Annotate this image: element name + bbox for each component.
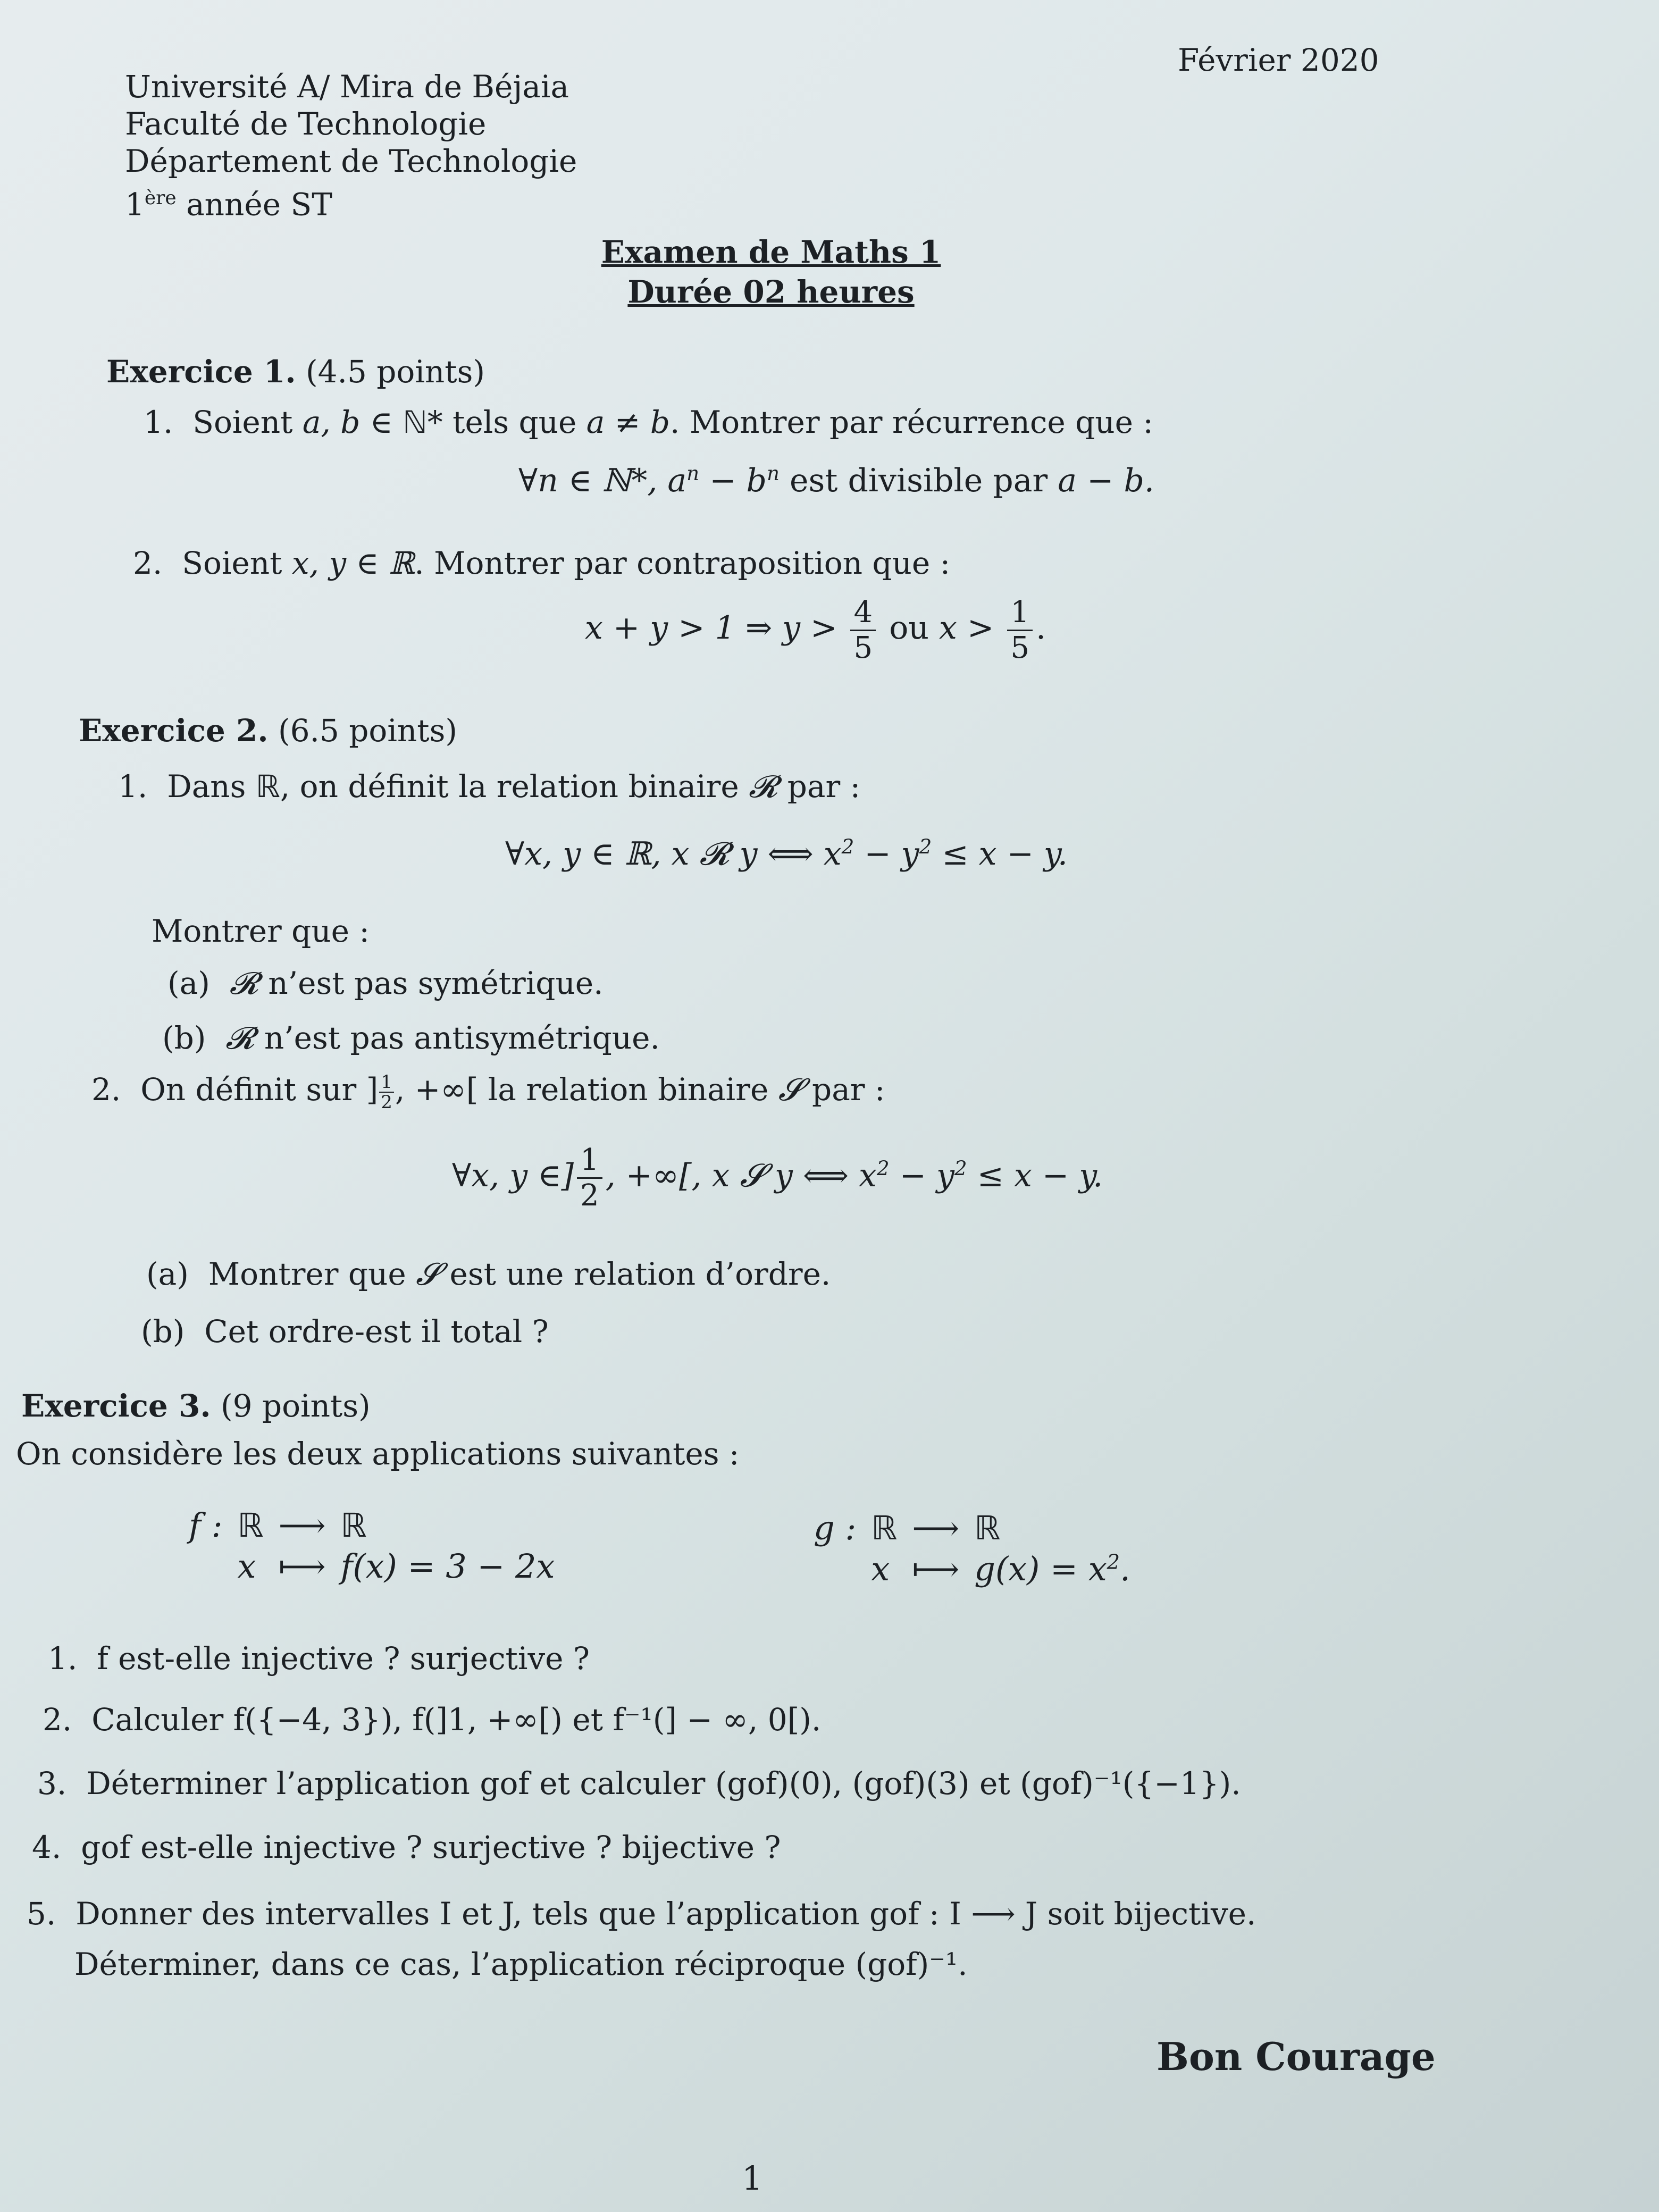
ex2-q1-formula: ∀x, y ∈ ℝ, x 𝓡 y ⟺ $x^2 - y^2 \le x - y$.: [505, 835, 1068, 873]
ex3-item: 3. Déterminer l’application gof et calculer (gof)(0), (gof)(3) et (gof)⁻¹({−1}).: [37, 1765, 1241, 1802]
ex3-item: 4. gof est-elle injective ? surjective ? bijective ?: [32, 1829, 781, 1865]
ex1-q2-formula: x + y > 1 ⇒ y > $\frac{4}{5}$ ou x > $\frac{1}{5}$ .: [585, 595, 1046, 665]
mapping-g: [814, 1507, 1145, 1589]
exam-duration: Durée 02 heures: [627, 274, 915, 310]
department-name: Département de Technologie: [125, 143, 577, 179]
ex2-heading: Exercice 2. (6.5 points): [79, 713, 457, 749]
ex2-q2: 2. On définit sur ] $\frac{1}{2}$ , +∞[ la relation binaire 𝓢 par :: [91, 1071, 885, 1113]
f-domain: ℝ: [237, 1506, 264, 1545]
ex2-montrer: Montrer que :: [152, 913, 370, 949]
g-arrow: ⟶: [912, 1509, 960, 1547]
fraction-4-5: $\frac{4}{5}$: [850, 596, 876, 665]
ex3-item: Déterminer, dans ce cas, l’application réciproque (gof)⁻¹.: [74, 1946, 968, 1982]
g-codomain: ℝ: [974, 1509, 1001, 1547]
g-expression: $g(x) = x^2$.: [974, 1549, 1130, 1588]
ex3-item: 5. Donner des intervalles I et J, tels que l’application gof : I ⟶ J soit bijective.: [27, 1896, 1256, 1932]
f-codomain: ℝ: [340, 1506, 367, 1545]
ex2-q2b: (b) Cet ordre-est il total ?: [141, 1313, 549, 1350]
exam-title: Examen de Maths 1: [601, 234, 941, 270]
faculty-name: Faculté de Technologie: [125, 106, 487, 142]
year-label: 1ère année ST: [125, 186, 332, 223]
ex1-q1: 1. Soient a, b ∈ ℕ* tels que a ≠ b. Montrer par récurrence que :: [144, 404, 1153, 440]
mapping-f: [189, 1505, 569, 1587]
exam-date: Février 2020: [1178, 42, 1379, 78]
f-name: f :: [189, 1506, 223, 1545]
ex2-q2-formula: ∀x, y ∈] $\frac{1}{2}$ , +∞[, x 𝓢 y ⟺ $x^2 - y^2 \le x - y$.: [452, 1143, 1103, 1213]
ex2-q1b: (b) 𝓡 n’est pas antisymétrique.: [162, 1020, 660, 1056]
f-variable: x: [237, 1547, 256, 1586]
ex2-q1: 1. Dans ℝ, on définit la relation binaire 𝓡 par :: [118, 768, 861, 805]
ex3-intro: On considère les deux applications suivantes :: [16, 1436, 740, 1472]
page-number: 1: [742, 2159, 763, 2198]
ex3-heading: Exercice 3. (9 points): [21, 1388, 371, 1424]
ex3-item: 1. f est-elle injective ? surjective ?: [48, 1640, 590, 1677]
f-arrow: ⟶: [278, 1506, 326, 1545]
g-maps-arrow: ⟼: [912, 1549, 960, 1588]
ex2-q2a: (a) Montrer que 𝓢 est une relation d’ordre.: [146, 1256, 831, 1292]
f-maps-arrow: ⟼: [278, 1547, 326, 1586]
ex1-q2: 2. Soient x, y ∈ ℝ. Montrer par contraposition que :: [133, 545, 951, 581]
ex1-heading: Exercice 1. (4.5 points): [106, 354, 485, 390]
f-expression: f(x) = 3 − 2x: [340, 1547, 555, 1586]
fraction-1-2: $\frac{1}{2}$: [577, 1143, 602, 1213]
ex1-q1-formula: ∀n ∈ ℕ*, $a^n - b^n$ est divisible par a − b.: [518, 462, 1154, 499]
g-name: g :: [814, 1509, 857, 1547]
ex3-item: 2. Calculer f({−4, 3}), f(]1, +∞[) et f⁻¹(] − ∞, 0[).: [43, 1702, 822, 1738]
bon-courage: Bon Courage: [1157, 2034, 1436, 2079]
fraction-1-5: $\frac{1}{5}$: [1007, 596, 1033, 665]
fraction-1-2-small: $\frac{1}{2}$: [379, 1073, 394, 1112]
header-block: [125, 68, 577, 223]
g-variable: x: [871, 1549, 890, 1588]
g-domain: ℝ: [871, 1509, 898, 1547]
ex2-q1a: (a) 𝓡 n’est pas symétrique.: [167, 965, 604, 1001]
university-name: Université A/ Mira de Béjaia: [125, 69, 569, 105]
